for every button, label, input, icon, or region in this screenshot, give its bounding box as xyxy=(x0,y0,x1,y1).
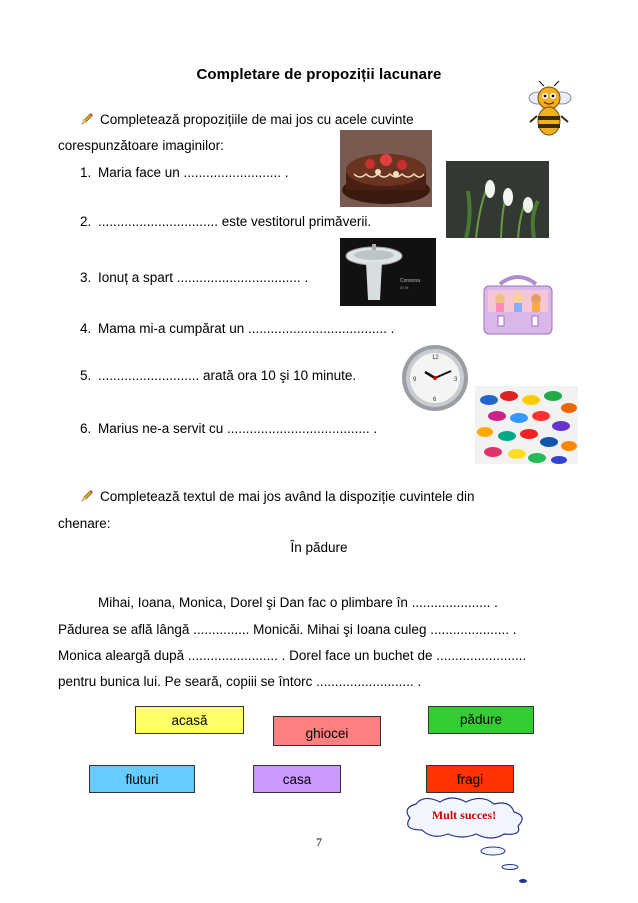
pencil-bullet-icon xyxy=(80,112,94,126)
word-box-ghiocei: ghiocei xyxy=(273,716,381,746)
word-box-acasa: acasă xyxy=(135,706,244,734)
cloud-text: Mult succes! xyxy=(431,808,497,822)
exercise1-instruction-line2: corespunzătoare imaginilor: xyxy=(58,138,224,153)
exercise1-item-4: 4. Mama mi-a cumpărat un ..................................... . xyxy=(80,321,395,336)
story-line-2: Pădurea se află lângă ............... Monicăi. Mihai şi Ioana culeg ..................... . xyxy=(58,622,517,637)
school-bag-image xyxy=(478,272,558,338)
cake-image xyxy=(340,130,432,207)
word-box-casa: casa xyxy=(253,765,341,793)
word-box-fragi: fragi xyxy=(426,765,514,793)
exercise1-item-1: 1. Maria face un .......................... . xyxy=(80,165,289,180)
word-box-fluturi: fluturi xyxy=(89,765,195,793)
svg-text:Illi illi: Illi illi xyxy=(400,285,409,290)
svg-text:Consona: Consona xyxy=(400,278,421,284)
pencil-bullet-icon xyxy=(80,489,94,503)
story-title: În pădure xyxy=(290,540,348,555)
svg-text:12: 12 xyxy=(432,355,439,361)
exercise1-item-5: 5. ........................... arată ora 10 şi 10 minute. xyxy=(80,368,357,383)
bee-mascot-icon xyxy=(524,80,574,138)
sink-image xyxy=(340,238,436,306)
story-line-1: Mihai, Ioana, Monica, Dorel şi Dan fac o plimbare în ..................... . xyxy=(98,595,498,610)
svg-text:9: 9 xyxy=(413,377,417,383)
svg-text:6: 6 xyxy=(433,397,437,403)
exercise2-instruction: Completează textul de mai jos având la dispoziție cuvintele din xyxy=(80,489,474,504)
exercise1-item-2: 2. ................................ este vestitorul primăverii. xyxy=(80,214,372,229)
svg-text:3: 3 xyxy=(454,377,458,383)
wall-clock-image xyxy=(396,343,474,413)
exercise1-item-6: 6. Marius ne-a servit cu ...................................... . xyxy=(80,421,378,436)
page-number: 7 xyxy=(316,835,322,849)
story-line-3: Monica aleargă după ........................ . Dorel face un buchet de ........................ xyxy=(58,648,527,663)
word-box-padure: pădure xyxy=(428,706,534,734)
exercise2-instruction-line2: chenare: xyxy=(58,516,111,531)
exercise1-item-3: 3. Ionuț a spart ................................. . xyxy=(80,270,309,285)
snowdrop-image xyxy=(446,161,549,238)
page-title: Completare de propoziții lacunare xyxy=(196,66,442,83)
candies-image xyxy=(475,386,578,464)
story-line-4: pentru bunica lui. Pe seară, copiii se întorc .......................... . xyxy=(58,674,422,689)
exercise1-instruction: Completează propozițiile de mai jos cu acele cuvinte xyxy=(80,112,414,127)
